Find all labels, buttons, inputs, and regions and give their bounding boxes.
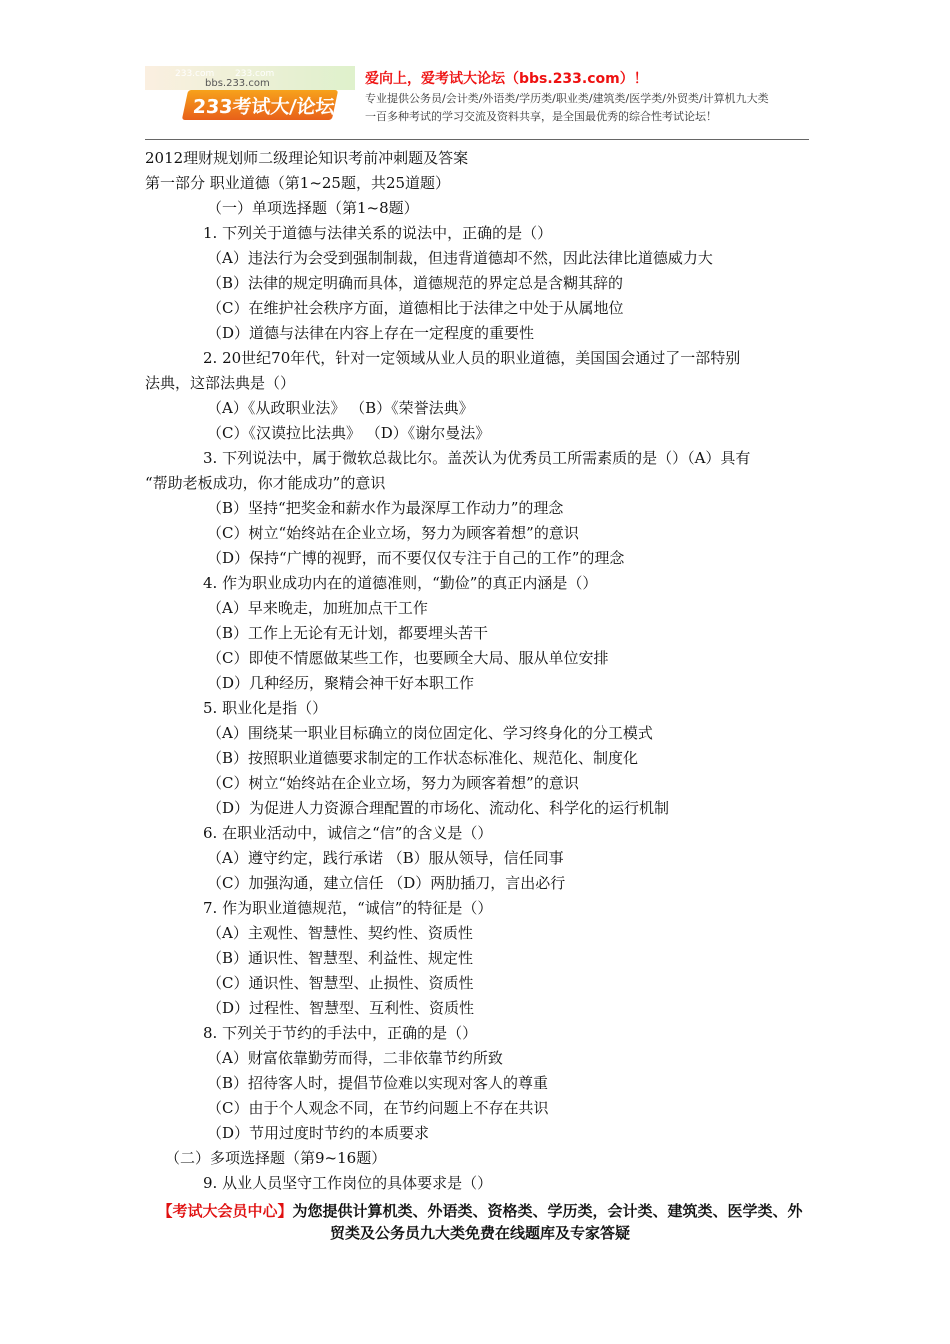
option-8a: （A）财富依靠勤劳而得，二非依靠节约所致 bbox=[207, 1049, 503, 1067]
option-1d: （D）道德与法律在内容上存在一定程度的重要性 bbox=[207, 324, 535, 342]
logo-mark bbox=[182, 90, 338, 120]
footer-ad[interactable] bbox=[135, 1200, 825, 1244]
options-2ab: （A）《从政职业法》 （B）《荣誉法典》 bbox=[207, 399, 474, 417]
option-1c: （C）在维护社会秩序方面，道德相比于法律之中处于从属地位 bbox=[207, 299, 624, 317]
logo-url: bbs.233.com bbox=[205, 78, 270, 89]
option-5b: （B）按照职业道德要求制定的工作状态标准化、规范化、制度化 bbox=[207, 749, 639, 767]
option-3d: （D）保持“广博的视野，而不要仅仅专注于自己的工作”的理念 bbox=[207, 549, 625, 567]
options-2cd: （C）《汉谟拉比法典》 （D）《谢尔曼法》 bbox=[207, 424, 491, 442]
option-1b: （B）法律的规定明确而具体，道德规范的界定总是含糊其辞的 bbox=[207, 274, 624, 292]
banner-tagline: 爱向上，爱考试大论坛（bbs.233.com）！ bbox=[365, 71, 648, 87]
footer-line-1-text: 为您提供计算机类、外语类、资格类、学历类，会计类、建筑类、医学类、外 bbox=[292, 1202, 803, 1220]
logo-small-text-1: 233.com bbox=[175, 69, 215, 79]
question-5: 5. 职业化是指（） bbox=[203, 699, 328, 717]
option-7d: （D）过程性、智慧型、互利性、资质性 bbox=[207, 999, 475, 1017]
banner-description: 一百多种考试的学习交流及资料共享，是全国最优秀的综合性考试论坛！ bbox=[365, 110, 717, 123]
question-6: 6. 在职业活动中，诚信之“信”的含义是（） bbox=[203, 824, 493, 842]
option-3c: （C）树立“始终站在企业立场，努力为顾客着想”的意识 bbox=[207, 524, 579, 542]
option-8d: （D）节用过度时节约的本质要求 bbox=[207, 1124, 430, 1142]
option-4c: （C）即使不情愿做某些工作，也要顾全大局、服从单位安排 bbox=[207, 649, 609, 667]
options-6ab: （A）遵守约定，践行承诺 （B）服从领导，信任同事 bbox=[207, 849, 564, 867]
question-8: 8. 下列关于节约的手法中，正确的是（） bbox=[203, 1024, 478, 1042]
option-5d: （D）为促进人力资源合理配置的市场化、流动化、科学化的运行机制 bbox=[207, 799, 670, 817]
part-heading: 第一部分 职业道德（第1~25题，共25道题） bbox=[145, 174, 451, 192]
question-7: 7. 作为职业道德规范，“诚信”的特征是（） bbox=[203, 899, 493, 917]
section-heading-multiple: （二）多项选择题（第9~16题） bbox=[165, 1149, 387, 1167]
question-3-line-2: “帮助老板成功，你才能成功”的意识 bbox=[145, 474, 386, 492]
option-3b: （B）坚持“把奖金和薪水作为最深厚工作动力”的理念 bbox=[207, 499, 564, 517]
question-2-line-2: 法典，这部法典是（） bbox=[145, 374, 296, 392]
logo-text: 233考试大/论坛 bbox=[191, 96, 336, 118]
question-3-line-1: 3. 下列说法中，属于微软总裁比尔。盖茨认为优秀员工所需素质的是（）（A）具有 bbox=[203, 449, 751, 467]
footer-line-2: 贸类及公务员九大类免费在线题库及专家答疑 bbox=[329, 1224, 630, 1242]
option-4d: （D）几种经历，聚精会神干好本职工作 bbox=[207, 674, 475, 692]
option-5a: （A）围绕某一职业目标确立的岗位固定化、学习终身化的分工模式 bbox=[207, 724, 653, 742]
footer-line-1 bbox=[135, 1200, 825, 1222]
header-divider bbox=[145, 139, 809, 140]
option-8c: （C）由于个人观念不同，在节约问题上不存在共识 bbox=[207, 1099, 549, 1117]
option-4a: （A）早来晚走，加班加点干工作 bbox=[207, 599, 428, 617]
site-logo[interactable] bbox=[145, 66, 355, 134]
option-8b: （B）招待客人时，提倡节俭难以实现对客人的尊重 bbox=[207, 1074, 549, 1092]
logo-small-text-2: 233.com bbox=[235, 69, 275, 79]
options-6cd: （C）加强沟通，建立信任 （D）两肋插刀，言出必行 bbox=[207, 874, 566, 892]
section-heading-single: （一）单项选择题（第1~8题） bbox=[207, 199, 419, 217]
option-7b: （B）通识性、智慧型、利益性、规定性 bbox=[207, 949, 474, 967]
question-2-line-1: 2. 20世纪70年代，针对一定领域从业人员的职业道德，美国国会通过了一部特别 bbox=[203, 349, 741, 367]
option-7a: （A）主观性、智慧性、契约性、资质性 bbox=[207, 924, 473, 942]
question-4: 4. 作为职业成功内在的道德准则，“勤俭”的真正内涵是（） bbox=[203, 574, 598, 592]
member-center-link[interactable]: 【考试大会员中心】 bbox=[157, 1202, 293, 1220]
option-7c: （C）通识性、智慧型、止损性、资质性 bbox=[207, 974, 474, 992]
banner-categories: 专业提供公务员/会计类/外语类/学历类/职业类/建筑类/医学类/外贸类/计算机九大类 bbox=[365, 92, 769, 105]
question-9: 9. 从业人员坚守工作岗位的具体要求是（） bbox=[203, 1174, 493, 1192]
question-1: 1. 下列关于道德与法律关系的说法中，正确的是（） bbox=[203, 224, 553, 242]
option-1a: （A）违法行为会受到强制制裁，但违背道德却不然，因此法律比道德威力大 bbox=[207, 249, 713, 267]
page-title: 2012理财规划师二级理论知识考前冲刺题及答案 bbox=[145, 149, 469, 167]
header-banner bbox=[145, 66, 809, 136]
option-4b: （B）工作上无论有无计划，都要埋头苦干 bbox=[207, 624, 489, 642]
option-5c: （C）树立“始终站在企业立场，努力为顾客着想”的意识 bbox=[207, 774, 579, 792]
